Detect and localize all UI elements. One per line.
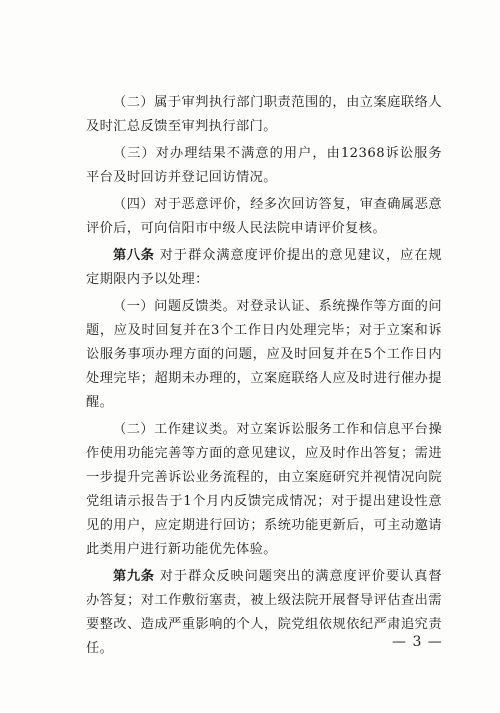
paragraph-text: （二）属于审判执行部门职责范围的，由立案庭联络人及时汇总反馈至审判执行部门。 [86, 95, 442, 134]
document-body [86, 91, 442, 664]
page-number: — 3 — [392, 634, 443, 650]
paragraph-text: （二）工作建议类。对立案诉讼服务工作和信息平台操作使用功能完善等方面的意见建议，应及时作出答复；需进一步提升完善诉讼业务流程的，由立案庭研究并视情况向院党组请示报告于1个月内反馈完成情况；对于提出建设性意见的用户，应定期进行回访；系统功能更新后，可主动邀请此类用户进行新功能优先体验。 [86, 422, 442, 557]
paragraph-text: （四）对于恶意评价，经多次回访答复，审查确属恶意评价后，可向信阳市中级人民法院申请评价复核。 [86, 197, 442, 236]
paragraph-text: 对于群众反映问题突出的满意度评价要认真督办答复；对工作敷衍塞责，被上级法院开展督导评估查出需要整改、造成严重影响的个人，院党组依规依纪严肃追究责任。 [86, 569, 442, 656]
paragraph-text: 对于群众满意度评价提出的意见建议，应在规定期限内予以处理： [86, 248, 442, 287]
article-8-label: 第八条 [113, 248, 155, 263]
paragraph-text: （一）问题反馈类。对登录认证、系统操作等方面的问题，应及时回复并在3个工作日内处理完毕；对于立案和诉讼服务事项办理方面的问题，应及时回复并在5个工作日内处理完毕；超期未办理的，立案庭联络人应及时进行催办提醒。 [86, 299, 442, 410]
paragraph-8-1 [86, 295, 442, 415]
paragraph-text: （三）对办理结果不满意的用户，由12368诉讼服务平台及时回访并登记回访情况。 [86, 146, 442, 185]
article-8 [86, 244, 442, 292]
paragraph-2-2 [86, 91, 442, 139]
paragraph-8-2 [86, 418, 442, 562]
article-9 [86, 565, 442, 661]
paragraph-2-4 [86, 193, 442, 241]
article-9-label: 第九条 [113, 569, 155, 584]
paragraph-2-3 [86, 142, 442, 190]
